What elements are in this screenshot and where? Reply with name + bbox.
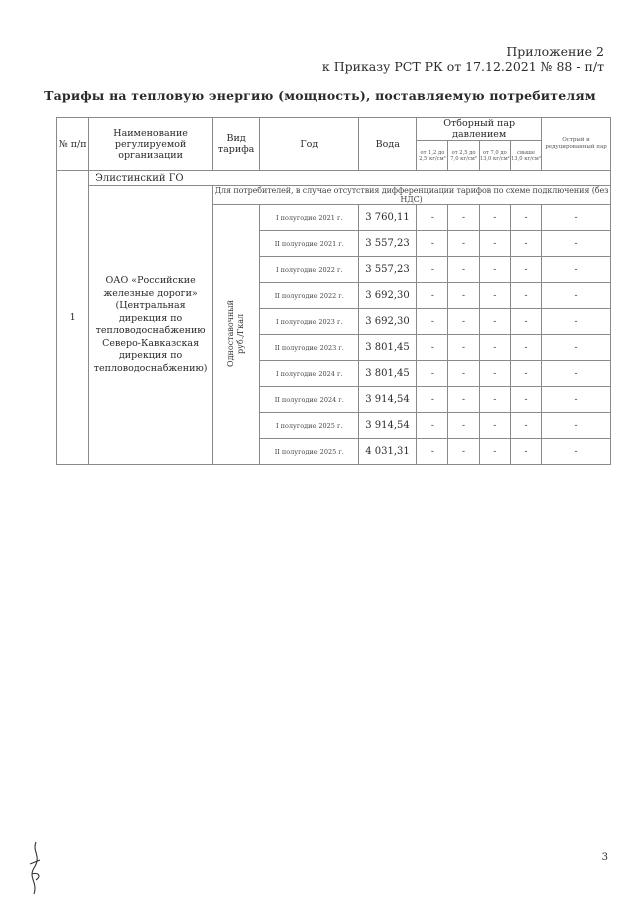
period-cell: I полугодие 2025 г. xyxy=(260,413,359,439)
empty-tariff-cell: - xyxy=(479,257,510,283)
period-cell: II полугодие 2023 г. xyxy=(260,335,359,361)
water-tariff-cell: 3 914,54 xyxy=(359,413,417,439)
empty-tariff-cell: - xyxy=(542,439,611,465)
empty-tariff-cell: - xyxy=(417,387,448,413)
empty-tariff-cell: - xyxy=(417,335,448,361)
empty-tariff-cell: - xyxy=(448,439,479,465)
empty-tariff-cell: - xyxy=(448,231,479,257)
water-tariff-cell: 3 801,45 xyxy=(359,361,417,387)
order-reference: к Приказу РСТ РК от 17.12.2021 № 88 - п/т xyxy=(321,59,604,74)
empty-tariff-cell: - xyxy=(542,205,611,231)
period-cell: II полугодие 2024 г. xyxy=(260,387,359,413)
empty-tariff-cell: - xyxy=(448,413,479,439)
empty-tariff-cell: - xyxy=(479,387,510,413)
period-cell: I полугодие 2022 г. xyxy=(260,257,359,283)
empty-tariff-cell: - xyxy=(479,361,510,387)
period-cell: II полугодие 2025 г. xyxy=(260,439,359,465)
tariff-type-cell xyxy=(212,205,259,465)
tariff-table xyxy=(56,117,611,465)
empty-tariff-cell: - xyxy=(417,439,448,465)
empty-tariff-cell: - xyxy=(542,413,611,439)
empty-tariff-cell: - xyxy=(448,205,479,231)
empty-tariff-cell: - xyxy=(479,231,510,257)
header-steam-3: от 7,0 до 13,0 кг/см² xyxy=(479,141,510,171)
header-water: Вода xyxy=(359,118,417,171)
period-cell: II полугодие 2022 г. xyxy=(260,283,359,309)
empty-tariff-cell: - xyxy=(542,283,611,309)
empty-tariff-cell: - xyxy=(510,257,541,283)
empty-tariff-cell: - xyxy=(448,335,479,361)
empty-tariff-cell: - xyxy=(448,387,479,413)
empty-tariff-cell: - xyxy=(510,361,541,387)
empty-tariff-cell: - xyxy=(417,361,448,387)
empty-tariff-cell: - xyxy=(417,231,448,257)
empty-tariff-cell: - xyxy=(510,413,541,439)
empty-tariff-cell: - xyxy=(448,257,479,283)
appendix-label: Приложение 2 xyxy=(506,44,604,59)
water-tariff-cell: 4 031,31 xyxy=(359,439,417,465)
empty-tariff-cell: - xyxy=(510,387,541,413)
consumer-note: Для потребителей, в случае отсутствия дифференциации тарифов по схеме подключения (без НДС) xyxy=(212,186,610,205)
empty-tariff-cell: - xyxy=(417,413,448,439)
appendix-reference xyxy=(322,44,604,74)
document-title: Тарифы на тепловую энергию (мощность), поставляемую потребителям xyxy=(44,88,596,103)
empty-tariff-cell: - xyxy=(510,309,541,335)
empty-tariff-cell: - xyxy=(479,283,510,309)
water-tariff-cell: 3 914,54 xyxy=(359,387,417,413)
signature xyxy=(22,838,52,902)
empty-tariff-cell: - xyxy=(479,335,510,361)
empty-tariff-cell: - xyxy=(417,283,448,309)
period-cell: I полугодие 2021 г. xyxy=(260,205,359,231)
empty-tariff-cell: - xyxy=(479,309,510,335)
municipality-name: Элистинский ГО xyxy=(89,171,611,186)
header-steam-2: от 2,5 до 7,0 кг/см² xyxy=(448,141,479,171)
header-sharp-steam: Острый и редуцированный пар xyxy=(542,118,611,171)
page-number: 3 xyxy=(601,852,608,863)
empty-tariff-cell: - xyxy=(448,361,479,387)
water-tariff-cell: 3 557,23 xyxy=(359,231,417,257)
tariff-type-label: Одноставочный руб./Гкал xyxy=(226,299,246,367)
header-year: Год xyxy=(260,118,359,171)
period-cell: I полугодие 2024 г. xyxy=(260,361,359,387)
empty-tariff-cell: - xyxy=(479,413,510,439)
header-num: № п/п xyxy=(57,118,89,171)
organization-name: ОАО «Российские железные дороги» (Центральная дирекция по тепловодоснабжению Северо-Кавказская дирекция по тепловодоснабжению) xyxy=(89,186,213,465)
water-tariff-cell: 3 692,30 xyxy=(359,283,417,309)
empty-tariff-cell: - xyxy=(510,283,541,309)
empty-tariff-cell: - xyxy=(479,439,510,465)
empty-tariff-cell: - xyxy=(448,283,479,309)
empty-tariff-cell: - xyxy=(479,205,510,231)
empty-tariff-cell: - xyxy=(510,205,541,231)
empty-tariff-cell: - xyxy=(510,439,541,465)
empty-tariff-cell: - xyxy=(417,309,448,335)
row-number: 1 xyxy=(57,171,89,465)
empty-tariff-cell: - xyxy=(510,335,541,361)
header-tariff-type: Вид тарифа xyxy=(212,118,259,171)
empty-tariff-cell: - xyxy=(417,257,448,283)
empty-tariff-cell: - xyxy=(417,205,448,231)
empty-tariff-cell: - xyxy=(542,335,611,361)
period-cell: II полугодие 2021 г. xyxy=(260,231,359,257)
empty-tariff-cell: - xyxy=(542,257,611,283)
water-tariff-cell: 3 760,11 xyxy=(359,205,417,231)
empty-tariff-cell: - xyxy=(542,361,611,387)
empty-tariff-cell: - xyxy=(510,231,541,257)
water-tariff-cell: 3 557,23 xyxy=(359,257,417,283)
period-cell: I полугодие 2023 г. xyxy=(260,309,359,335)
water-tariff-cell: 3 801,45 xyxy=(359,335,417,361)
header-org: Наименование регулируемой организации xyxy=(89,118,213,171)
empty-tariff-cell: - xyxy=(542,231,611,257)
header-steam-4: свыше 13,0 кг/см² xyxy=(510,141,541,171)
header-steam: Отборный пар давлением xyxy=(417,118,542,141)
water-tariff-cell: 3 692,30 xyxy=(359,309,417,335)
empty-tariff-cell: - xyxy=(542,309,611,335)
header-steam-1: от 1,2 до 2,5 кг/см² xyxy=(417,141,448,171)
empty-tariff-cell: - xyxy=(448,309,479,335)
empty-tariff-cell: - xyxy=(542,387,611,413)
